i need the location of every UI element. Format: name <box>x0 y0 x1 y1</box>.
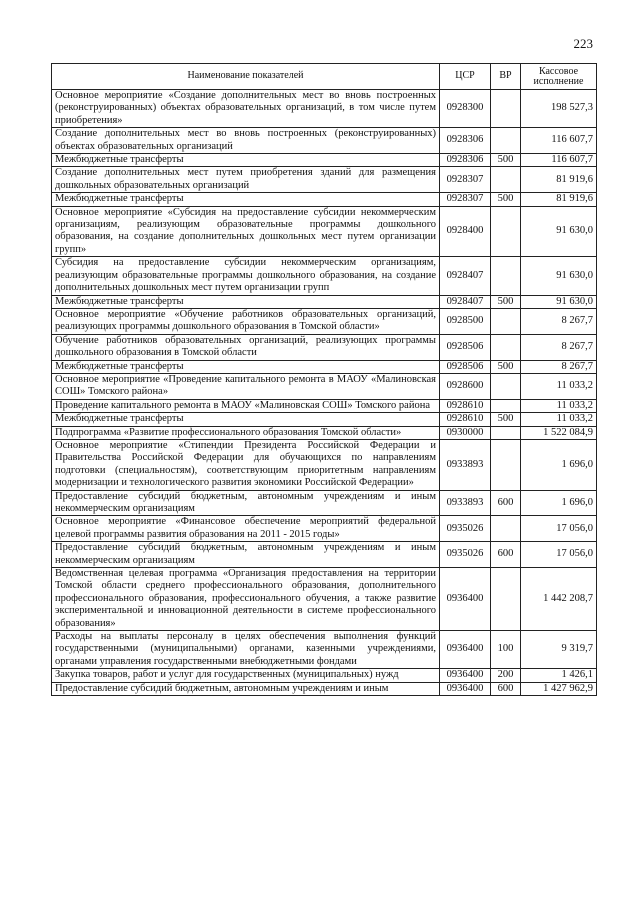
cell-sum: 116 607,7 <box>521 128 597 154</box>
cell-name: Проведение капитального ремонта в МАОУ «Малиновская СОШ» Томского района <box>52 399 440 412</box>
table-header-row <box>52 64 597 90</box>
cell-vr <box>491 516 521 542</box>
cell-csr: 0928307 <box>440 167 491 193</box>
cell-name: Основное мероприятие «Стипендии Президента Российской Федерации и Правительства Российской Федерации для обучающихся по направлениям подготовки (специальностям), соответствующим приоритетным направлениям модернизации и технологического развития экономики Российской Федерации» <box>52 439 440 490</box>
table-row <box>52 90 597 128</box>
cell-csr: 0928300 <box>440 90 491 128</box>
cell-sum: 198 527,3 <box>521 90 597 128</box>
cell-name: Межбюджетные трансферты <box>52 154 440 167</box>
table-row <box>52 167 597 193</box>
cell-vr <box>491 373 521 399</box>
cell-vr: 600 <box>491 542 521 568</box>
cell-vr: 100 <box>491 631 521 669</box>
cell-csr: 0928500 <box>440 308 491 334</box>
cell-vr: 500 <box>491 295 521 308</box>
cell-vr <box>491 257 521 295</box>
cell-sum: 1 427 962,9 <box>521 682 597 695</box>
cell-sum: 17 056,0 <box>521 516 597 542</box>
table-row <box>52 682 597 695</box>
cell-vr: 500 <box>491 193 521 206</box>
table-row <box>52 295 597 308</box>
table-row <box>52 516 597 542</box>
cell-sum: 91 630,0 <box>521 295 597 308</box>
cell-name: Межбюджетные трансферты <box>52 360 440 373</box>
cell-sum: 11 033,2 <box>521 413 597 426</box>
table-row <box>52 154 597 167</box>
cell-sum: 8 267,7 <box>521 334 597 360</box>
cell-sum: 1 442 208,7 <box>521 568 597 631</box>
header-sum: Кассовое исполнение <box>521 64 597 90</box>
table-row <box>52 193 597 206</box>
cell-csr: 0928610 <box>440 413 491 426</box>
cell-vr <box>491 426 521 439</box>
cell-name: Ведомственная целевая программа «Организация предоставления на территории Томской области среднего профессионального образования, дополнительного профессионального образования, профессионального обучения, а также развитие экспериментальной и инновационной деятельности в системе профессионального образования» <box>52 568 440 631</box>
cell-vr: 600 <box>491 490 521 516</box>
cell-csr: 0928400 <box>440 206 491 257</box>
cell-name: Основное мероприятие «Обучение работников образовательных организаций, реализующих программы дошкольного образования в Томской области» <box>52 308 440 334</box>
table-row <box>52 669 597 682</box>
cell-sum: 1 696,0 <box>521 439 597 490</box>
cell-sum: 9 319,7 <box>521 631 597 669</box>
cell-csr: 0933893 <box>440 439 491 490</box>
cell-vr <box>491 167 521 193</box>
cell-csr: 0928306 <box>440 154 491 167</box>
cell-vr <box>491 128 521 154</box>
cell-vr: 600 <box>491 682 521 695</box>
cell-vr: 500 <box>491 413 521 426</box>
cell-vr: 500 <box>491 360 521 373</box>
table-row <box>52 257 597 295</box>
cell-vr: 200 <box>491 669 521 682</box>
cell-csr: 0928407 <box>440 295 491 308</box>
table-row <box>52 206 597 257</box>
cell-vr <box>491 308 521 334</box>
cell-sum: 91 630,0 <box>521 257 597 295</box>
cell-csr: 0928610 <box>440 399 491 412</box>
cell-name: Закупка товаров, работ и услуг для государственных (муниципальных) нужд <box>52 669 440 682</box>
cell-vr <box>491 90 521 128</box>
cell-csr: 0935026 <box>440 542 491 568</box>
table-row <box>52 334 597 360</box>
cell-name: Основное мероприятие «Субсидия на предоставление субсидии некоммерческим организациям, реализующим образовательные программы дошкольного образования, на создание дополнительных дошкольных мест путем организации групп» <box>52 206 440 257</box>
cell-vr <box>491 206 521 257</box>
cell-sum: 116 607,7 <box>521 154 597 167</box>
cell-name: Предоставление субсидий бюджетным, автономным учреждениям и иным <box>52 682 440 695</box>
cell-csr: 0935026 <box>440 516 491 542</box>
cell-csr: 0928306 <box>440 128 491 154</box>
header-csr: ЦСР <box>440 64 491 90</box>
page-number: 223 <box>573 36 593 51</box>
cell-name: Межбюджетные трансферты <box>52 193 440 206</box>
cell-sum: 91 630,0 <box>521 206 597 257</box>
cell-csr: 0936400 <box>440 568 491 631</box>
cell-csr: 0936400 <box>440 631 491 669</box>
table-row <box>52 399 597 412</box>
cell-name: Основное мероприятие «Проведение капитального ремонта в МАОУ «Малиновская СОШ» Томского района» <box>52 373 440 399</box>
cell-name: Межбюджетные трансферты <box>52 413 440 426</box>
cell-sum: 11 033,2 <box>521 373 597 399</box>
cell-csr: 0928307 <box>440 193 491 206</box>
cell-csr: 0930000 <box>440 426 491 439</box>
cell-sum: 81 919,6 <box>521 167 597 193</box>
cell-name: Субсидия на предоставление субсидии некоммерческим организациям, реализующим образовательные программы дошкольного образования, на создание дополнительных дошкольных мест путем организации групп <box>52 257 440 295</box>
cell-sum: 1 522 084,9 <box>521 426 597 439</box>
cell-name: Обучение работников образовательных организаций, реализующих программы дошкольного образования в Томской области <box>52 334 440 360</box>
cell-csr: 0928407 <box>440 257 491 295</box>
cell-csr: 0928506 <box>440 360 491 373</box>
cell-vr <box>491 439 521 490</box>
cell-name: Основное мероприятие «Создание дополнительных мест во вновь построенных (реконструированных) объектах образовательных организаций, в том числе путем приобретения» <box>52 90 440 128</box>
cell-sum: 11 033,2 <box>521 399 597 412</box>
table-body <box>52 90 597 696</box>
table-row <box>52 439 597 490</box>
cell-name: Основное мероприятие «Финансовое обеспечение мероприятий федеральной целевой программы развития образования на 2011 - 2015 годы» <box>52 516 440 542</box>
cell-name: Предоставление субсидий бюджетным, автономным учреждениям и иным некоммерческим организациям <box>52 490 440 516</box>
cell-csr: 0928506 <box>440 334 491 360</box>
cell-name: Создание дополнительных мест путем приобретения зданий для размещения дошкольных образовательных организаций <box>52 167 440 193</box>
cell-sum: 1 696,0 <box>521 490 597 516</box>
table-row <box>52 631 597 669</box>
table-row <box>52 373 597 399</box>
budget-execution-table <box>51 63 597 696</box>
cell-name: Расходы на выплаты персоналу в целях обеспечения выполнения функций государственными (муниципальными) органами, казенными учреждениями, органами управления государственными внебюджетными фондами <box>52 631 440 669</box>
cell-name: Подпрограмма «Развитие профессионального образования Томской области» <box>52 426 440 439</box>
cell-sum: 81 919,6 <box>521 193 597 206</box>
cell-csr: 0936400 <box>440 669 491 682</box>
cell-name: Создание дополнительных мест во вновь построенных (реконструированных) объектах образовательных организаций <box>52 128 440 154</box>
cell-sum: 8 267,7 <box>521 360 597 373</box>
cell-vr <box>491 399 521 412</box>
cell-vr <box>491 568 521 631</box>
cell-sum: 1 426,1 <box>521 669 597 682</box>
cell-name: Предоставление субсидий бюджетным, автономным учреждениям и иным некоммерческим организациям <box>52 542 440 568</box>
table-row <box>52 360 597 373</box>
cell-vr: 500 <box>491 154 521 167</box>
cell-csr: 0936400 <box>440 682 491 695</box>
table-row <box>52 413 597 426</box>
header-name: Наименование показателей <box>52 64 440 90</box>
cell-sum: 8 267,7 <box>521 308 597 334</box>
cell-vr <box>491 334 521 360</box>
cell-csr: 0933893 <box>440 490 491 516</box>
header-vr: ВР <box>491 64 521 90</box>
cell-csr: 0928600 <box>440 373 491 399</box>
table-row <box>52 568 597 631</box>
table-row <box>52 490 597 516</box>
table-row <box>52 128 597 154</box>
cell-name: Межбюджетные трансферты <box>52 295 440 308</box>
cell-sum: 17 056,0 <box>521 542 597 568</box>
table-row <box>52 426 597 439</box>
table-row <box>52 542 597 568</box>
table-row <box>52 308 597 334</box>
